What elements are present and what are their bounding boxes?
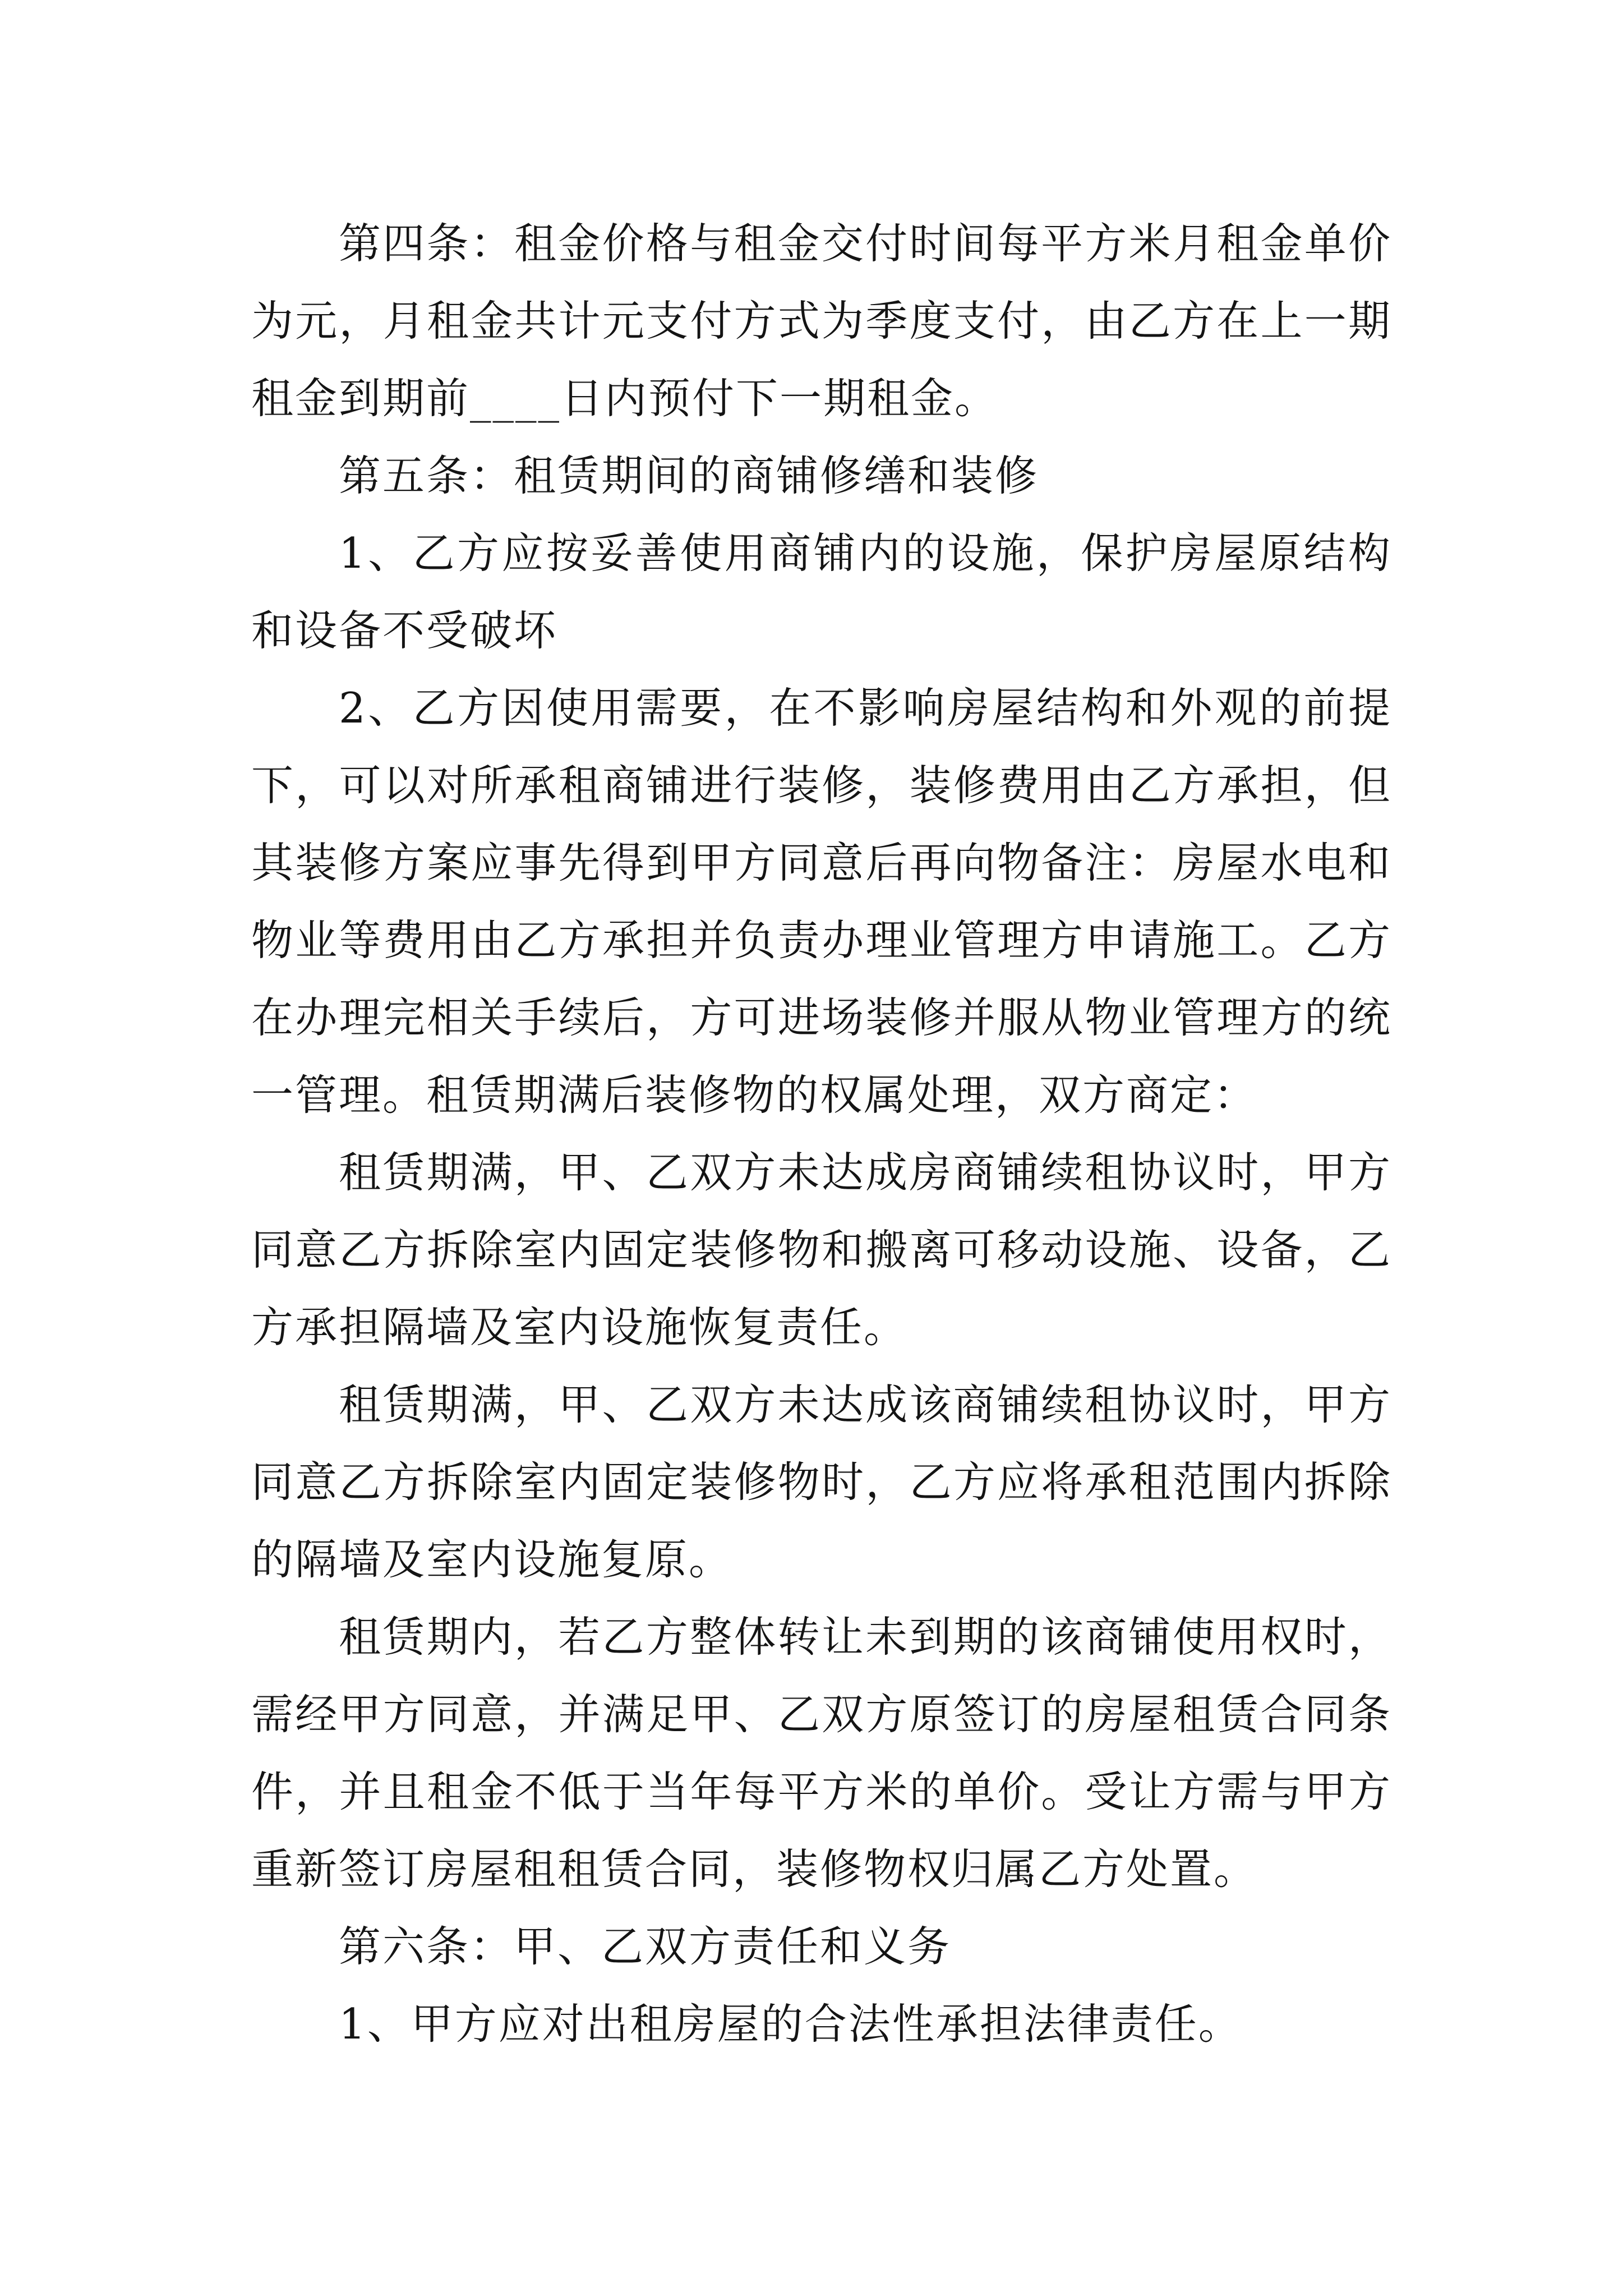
article-5-clause-1: [251, 514, 1392, 669]
transfer-of-use-paragraph: [251, 1598, 1392, 1908]
text-line: 2、乙方因使用需要，在不影响房屋结构和外观的前提: [339, 683, 1392, 733]
text-line: 第五条：租赁期间的商铺修缮和装修: [339, 451, 1039, 500]
lease-expiry-restore-paragraph: [251, 1366, 1392, 1598]
text-line: 为元，月租金共计元支付方式为季度支付，由乙方在上一期: [251, 296, 1392, 346]
text-line: 1、甲方应对出租房屋的合法性承担法律责任。: [339, 1999, 1242, 2049]
text-line: 租金到期前____日内预付下一期租金。: [251, 374, 999, 423]
text-line: 其装修方案应事先得到甲方同意后再向物备注：房屋水电和: [251, 838, 1392, 887]
text-line: 租赁期内，若乙方整体转让未到期的该商铺使用权时，: [339, 1612, 1392, 1662]
text-line: 第四条：租金价格与租金交付时间每平方米月租金单价: [339, 219, 1392, 268]
article-6-heading: [251, 1908, 1392, 1985]
text-line: 租赁期满，甲、乙双方未达成房商铺续租协议时，甲方: [339, 1148, 1392, 1197]
text-line: 租赁期满，甲、乙双方未达成该商铺续租协议时，甲方: [339, 1380, 1392, 1429]
text-line: 方承担隔墙及室内设施恢复责任。: [251, 1303, 908, 1352]
text-line: 重新签订房屋租租赁合同，装修物权归属乙方处置。: [251, 1844, 1258, 1894]
document-body: [251, 205, 1392, 2063]
text-line: 同意乙方拆除室内固定装修物和搬离可移动设施、设备，乙: [251, 1225, 1392, 1274]
text-line: 件，并且租金不低于当年每平方米的单价。受让方需与甲方: [251, 1767, 1392, 1816]
article-5-heading: [251, 437, 1392, 514]
text-line: 需经甲方同意，并满足甲、乙双方原签订的房屋租赁合同条: [251, 1690, 1392, 1739]
article-4-rent-paragraph: [251, 205, 1392, 437]
text-line: 在办理完相关手续后，方可进场装修并服从物业管理方的统: [251, 993, 1392, 1042]
article-5-clause-2: [251, 669, 1392, 1134]
text-line: 1、乙方应按妥善使用商铺内的设施，保护房屋原结构: [339, 528, 1392, 578]
text-line: 同意乙方拆除室内固定装修物时，乙方应将承租范围内拆除: [251, 1457, 1392, 1507]
text-line: 第六条：甲、乙双方责任和义务: [339, 1922, 952, 1971]
text-line: 和设备不受破坏: [251, 606, 558, 655]
text-line: 的隔墙及室内设施复原。: [251, 1535, 733, 1584]
text-line: 一管理。租赁期满后装修物的权属处理，双方商定：: [251, 1070, 1258, 1120]
text-line: 下，可以对所承租商铺进行装修，装修费用由乙方承担，但: [251, 761, 1392, 810]
text-line: 物业等费用由乙方承担并负责办理业管理方申请施工。乙方: [251, 915, 1392, 965]
article-6-clause-1: [251, 1985, 1392, 2063]
lease-expiry-removal-paragraph: [251, 1134, 1392, 1366]
